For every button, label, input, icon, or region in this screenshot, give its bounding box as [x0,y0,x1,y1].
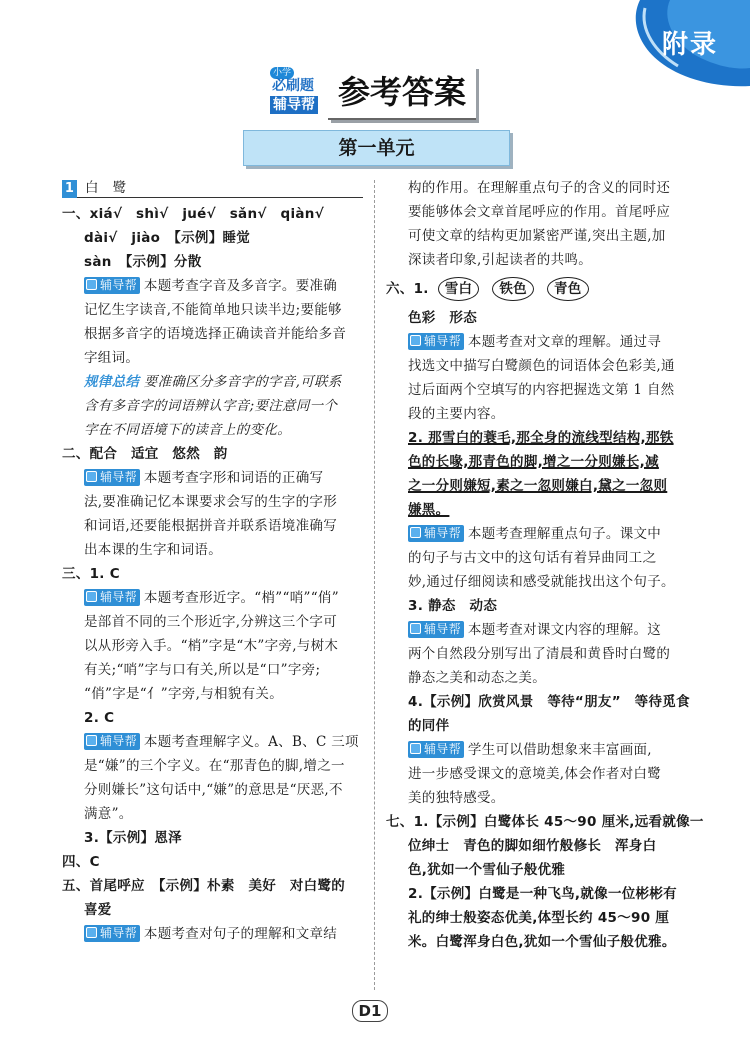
page-number-text: D1 [352,1000,389,1022]
answer-line: 色的长喙,那青色的脚,增之一分则嫌长,减 [408,454,659,470]
explanation-text: 字组词。 [84,350,140,366]
book-icon [410,743,421,754]
explanation-text: 可使文章的结构更加紧密严谨,突出主题,加 [408,228,666,244]
tutor-tag [84,469,140,486]
answer-line: 之一分则嫌短,素之一忽则嫌白,黛之一忽则 [408,478,668,494]
explanation-text: 是“嫌”的三个字义。在“那青色的脚,增之一 [84,758,345,774]
explanation-text: 本题考查对文章的理解。通过寻 [467,334,662,350]
answer-line: 礼的绅士般姿态优美,体型长约 45～90 厘 [408,910,670,926]
answer-line: 二、配合 适宜 悠然 韵 [62,446,228,462]
tutor-tag [84,733,140,750]
answer-line [386,272,696,306]
explanation-text: 美的独特感受。 [408,790,505,806]
tutor-tag [408,621,464,638]
rule-label: 规律总结 [84,374,140,390]
explanation-line [62,730,367,754]
tutor-tag [408,525,464,542]
rule-text: 含有多音字的词语辨认字音;要注意同一个 [84,398,338,414]
explanation-text: 法,要准确记忆本课要求会写的生字的字形 [84,494,337,510]
left-column [62,176,367,946]
lesson-heading [62,176,367,200]
answer-line: 的同伴 [408,718,450,734]
explanation-line [62,586,367,610]
explanation-text: 两个自然段分别写出了清晨和黄昏时白鹭的 [408,646,671,662]
explanation-line [62,922,367,946]
explanation-text: 的句子与古文中的这句话有着异曲同工之 [408,550,657,566]
tutor-tag [84,277,140,294]
explanation-line [386,618,696,642]
tutor-tag-label: 辅导帮 [100,734,137,748]
answer-line: 一、xiá√ shì√ jué√ sǎn√ qiàn√ [62,206,325,222]
explanation-text: 进一步感受课文的意境美,体会作者对白鹭 [408,766,661,782]
tutor-tag-label: 辅导帮 [100,470,137,484]
answer-line: 嫌黑。 [408,502,450,518]
explanation-text: 过后面两个空填写的内容把握选文第 1 自然 [408,382,675,398]
answer-line: 4.【示例】欣赏风景 等待“朋友” 等待觅食 [408,694,690,710]
answer-line: 四、C [62,854,100,870]
answer-line: 3. 静态 动态 [408,598,498,614]
answer-line: dài√ jiào 【示例】睡觉 [84,230,251,246]
explanation-text: 本题考查字音及多音字。要准确 [143,278,338,294]
tutor-tag-label: 辅导帮 [100,590,137,604]
explanation-text: 静态之美和动态之美。 [408,670,546,686]
explanation-line [62,466,367,490]
answer-line: 2. 那雪白的蓑毛,那全身的流线型结构,那铁 [408,430,674,446]
tutor-tag [84,925,140,942]
explanation-text: 本题考查理解重点句子。课文中 [467,526,662,542]
tutor-tag-label: 辅导帮 [424,742,461,756]
book-icon [410,623,421,634]
book-icon [86,735,97,746]
unit-title: 第一单元 [243,130,510,166]
book-icon [86,471,97,482]
tutor-tag [84,589,140,606]
explanation-text: 要能够体会文章首尾呼应的作用。首尾呼应 [408,204,671,220]
explanation-text: 以从形旁入手。“梢”字是“木”字旁,与树木 [84,638,339,654]
explanation-text: 找选文中描写白鹭颜色的词语体会色彩美,通 [408,358,675,374]
explanation-text: “俏”字是“亻”字旁,与相貌有关。 [84,686,283,702]
explanation-line [386,522,696,546]
tutor-tag-label: 辅导帮 [424,622,461,636]
tutor-tag [408,741,464,758]
tutor-tag-label: 辅导帮 [424,526,461,540]
answer-oval: 雪白 [438,277,480,301]
explanation-text: 本题考查字形和词语的正确写 [143,470,324,486]
logo-top-text: 小学 [270,67,294,79]
answer-line: 位绅士 青色的脚如细竹般修长 浑身白 [408,838,657,854]
book-icon [86,927,97,938]
logo-bottom-text: 辅导帮 [270,96,318,114]
answer-line: 色彩 形态 [408,310,477,326]
book-icon [86,279,97,290]
explanation-text: 本题考查理解字义。A、B、C 三项 [143,734,359,750]
explanation-line [62,274,367,298]
explanation-text: 本题考查对句子的理解和文章结 [143,926,338,942]
brand-logo [270,67,328,119]
column-divider [374,180,375,990]
explanation-text: 是部首不同的三个形近字,分辨这三个字可 [84,614,337,630]
lesson-number: 1 [62,180,77,198]
explanation-text: 构的作用。在理解重点句子的含义的同时还 [408,180,671,196]
appendix-label: 附录 [661,30,718,60]
explanation-text: 深读者印象,引起读者的共鸣。 [408,252,592,268]
explanation-text: 本题考查对课文内容的理解。这 [467,622,662,638]
logo-mid-text: 必刷题 [272,78,314,94]
book-icon [410,527,421,538]
tutor-tag-label: 辅导帮 [100,278,137,292]
answer-line: sàn 【示例】分散 [84,254,202,270]
explanation-text: 分则嫌长”这句话中,“嫌”的意思是“厌恶,不 [84,782,343,798]
explanation-text: 满意”。 [84,806,133,822]
answer-oval: 铁色 [492,277,534,301]
page-number [350,1000,390,1022]
explanation-text: 根据多音字的语境选择正确读音并能给多音 [84,326,347,342]
answer-line: 喜爱 [84,902,112,918]
book-icon [86,591,97,602]
explanation-text: 学生可以借助想象来丰富画面, [467,742,652,758]
explanation-text: 记忆生字读音,不能简单地只读半边;要能够 [84,302,342,318]
explanation-text: 出本课的生字和词语。 [84,542,222,558]
tutor-tag [408,333,464,350]
answer-line: 七、1.【示例】白鹭体长 45～90 厘米,远看就像一 [386,814,704,830]
explanation-text: 本题考查形近字。“梢”“哨”“俏” [143,590,339,606]
answer-line: 色,犹如一个雪仙子般优雅 [408,862,566,878]
explanation-text: 段的主要内容。 [408,406,505,422]
answer-line: 2.【示例】白鹭是一种飞鸟,就像一位彬彬有 [408,886,677,902]
answer-line: 米。白鹭浑身白色,犹如一个雪仙子般优雅。 [408,934,676,950]
answer-line: 五、首尾呼应 【示例】朴素 美好 对白鹭的 [62,878,346,894]
rule-text: 字在不同语境下的读音上的变化。 [84,422,291,438]
page-title: 参考答案 [328,66,476,120]
answer-line: 三、1. C [62,566,120,582]
book-icon [410,335,421,346]
explanation-text: 有关;“哨”字与口有关,所以是“口”字旁; [84,662,321,678]
answer-oval: 青色 [547,277,589,301]
rule-text: 要准确区分多音字的字音,可联系 [143,374,342,390]
explanation-text: 妙,通过仔细阅读和感受就能找出这个句子。 [408,574,675,590]
tutor-tag-label: 辅导帮 [100,926,137,940]
rule-line [62,370,367,394]
explanation-text: 和词语,还要能根据拼音并联系语境准确写 [84,518,337,534]
answer-line: 3.【示例】恩泽 [84,830,182,846]
answer-line: 2. C [84,710,115,726]
tutor-tag-label: 辅导帮 [424,334,461,348]
question-number: 六、1. [386,281,429,297]
explanation-line [386,738,696,762]
explanation-line [386,330,696,354]
lesson-name: 白 鹭 [85,180,127,196]
right-column [386,176,704,954]
